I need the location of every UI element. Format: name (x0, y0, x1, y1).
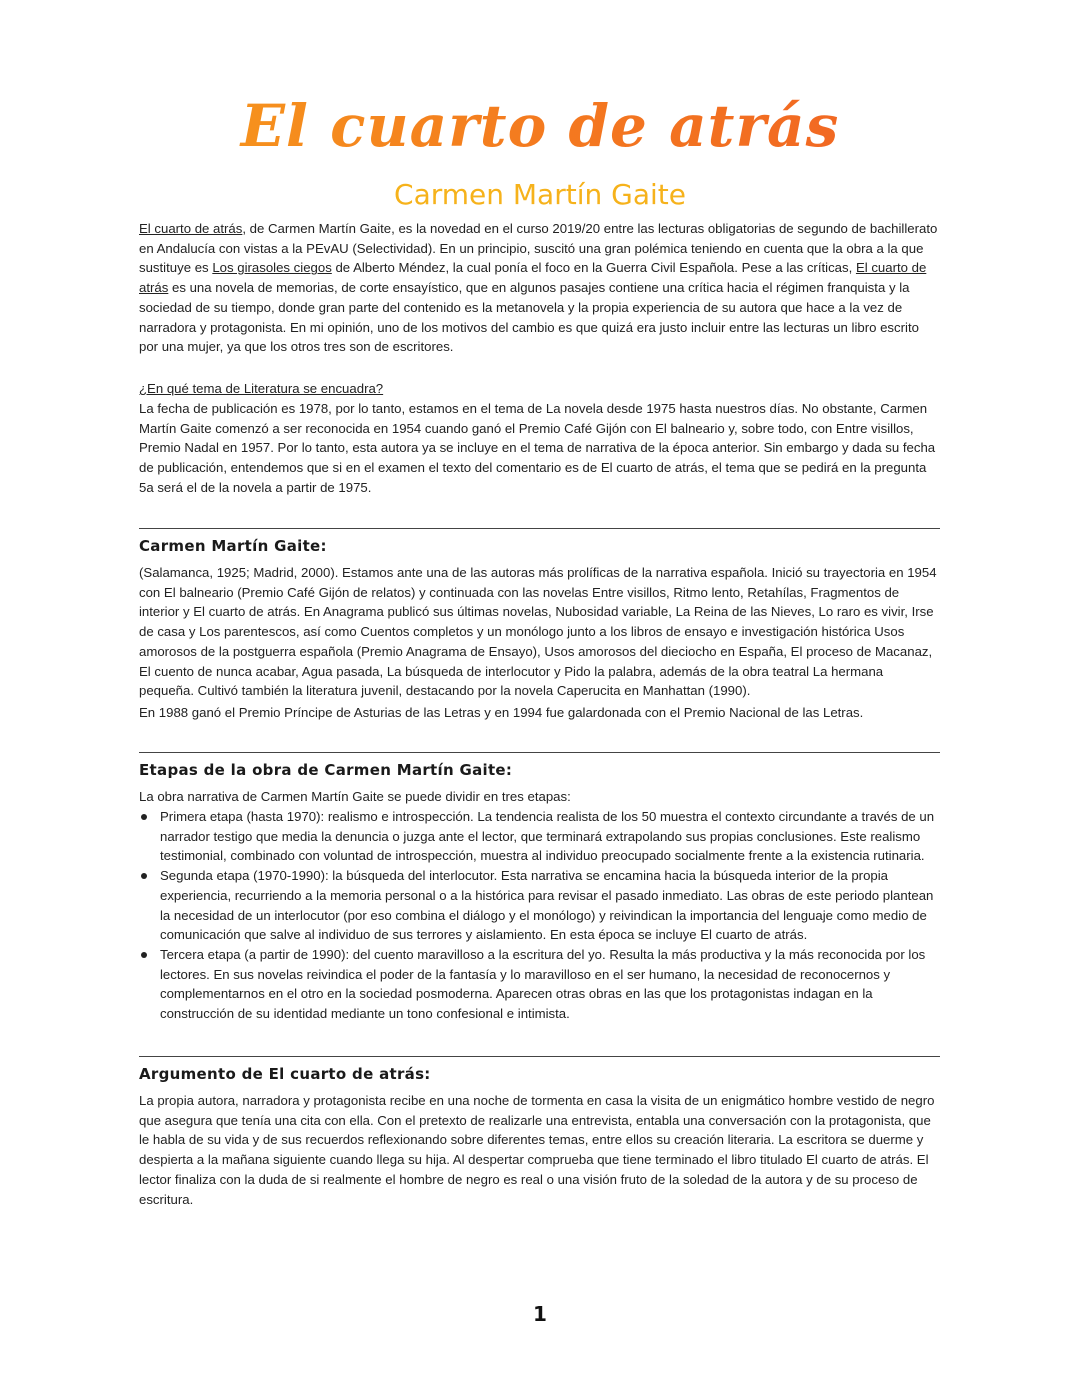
stage-text: Segunda etapa (1970-1990): la búsqueda del interlocutor. Esta narrativa se encamina hacia la búsqueda interior de la propia experiencia, recurriendo a la memoria personal o a la histórica para revisar el pasado inmediato. Las obras de este periodo plantean la necesidad de un interlocutor (por eso combina el diálogo y el monólogo) y reivindican la importancia del lenguaje como medio de comunicación que salve al individuo de sus terrores y aislamiento. En esta época se incluye El cuarto de atrás. (160, 868, 934, 943)
stages-intro: La obra narrativa de Carmen Martín Gaite se puede dividir en tres etapas: (139, 789, 571, 804)
list-item (139, 807, 939, 866)
plot-paragraph: La propia autora, narradora y protagonista recibe en una noche de tormenta en casa la visita de un enigmático hombre vestido de negro que asegura que tenía una cita con ella. Con el pretexto de realizarle una entrevista, entabla una conversación con la protagonista, que le habla de su vida y de sus recuerdos reflexionando sobre diferentes temas, entre ellos su creación literaria. La escritora se duerme y despierta a la mañana siguiente cuando llega su hija. Al despertar comprueba que tiene terminado el libro titulado El cuarto de atrás. El lector finaliza con la duda de si realmente el hombre de negro es real o una visión fruto de la soledad de la autora y de su proceso de escritura. (139, 1093, 935, 1207)
author-heading: Carmen Martín Gaite: (139, 537, 327, 555)
bullet-icon (141, 814, 147, 820)
section-divider (139, 528, 940, 529)
section-divider (139, 1056, 940, 1057)
bullet-icon (141, 873, 147, 879)
intro-paragraph (139, 219, 939, 357)
stage-text: Primera etapa (hasta 1970): realismo e introspección. La tendencia realista de los 50 muestra el contexto circundante a través de un narrador testigo que media la denuncia o juzga ante el lector, que terminará extrapolando sus propias conclusiones. Este realismo testimonial, combinado con voluntad de introspección, muestra al individuo preocupado socialmente frente a la existencia rutinaria. (160, 809, 935, 864)
author-paragraph: (Salamanca, 1925; Madrid, 2000). Estamos ante una de las autoras más prolíficas de la narrativa española. Inició su trayectoria en 1954 con El balneario (Premio Café Gijón de relatos) y continuada con las novelas Entre visillos, Ritmo lento, Retahílas, Fragmentos de interior y El cuarto de atrás. En Anagrama publicó sus últimas novelas, Nubosidad variable, La Reina de las Nieves, Lo raro es vivir, Irse de casa y Los parentescos, así como Cuentos completos y un monólogo junto a los libros de ensayo e investigación histórica Usos amorosos de la postguerra española (Premio Anagrama de Ensayo), Usos amorosos del dieciocho en España, El proceso de Macanaz, El cuento de nunca acabar, Agua pasada, La búsqueda de interlocutor y Pido la palabra, además de la obra teatral La hermana pequeña. Cultivó también la literatura juvenil, destacando por la novela Caperucita en Manhattan (1990). (139, 565, 937, 699)
author-award: En 1988 ganó el Premio Príncipe de Asturias de las Letras y en 1994 fue galardonada con el Premio Nacional de las Letras. (139, 705, 864, 720)
intro-text-3: es una novela de memorias, de corte ensayístico, que en algunos pasajes contiene una crítica hacia el régimen franquista y la sociedad de su tiempo, donde gran parte del contenido es la metanovela y la propia experiencia de su autora que hace a la vez de narradora y protagonista. En mi opinión, uno de los motivos del cambio es que quizá era justo incluir entre las lecturas un libro escrito por una mujer, ya que los otros tres son de escritores. (139, 280, 919, 355)
stages-heading: Etapas de la obra de Carmen Martín Gaite: (139, 761, 513, 779)
intro-book-title-3: El cuarto de atrás (139, 260, 927, 296)
document-title: El cuarto de atrás (0, 92, 1080, 160)
intro-book-title-2: Los girasoles ciegos (212, 260, 332, 276)
list-item (139, 866, 939, 945)
stage-text: Tercera etapa (a partir de 1990): del cuento maravilloso a la escritura del yo. Resulta la más productiva y la más reconocida por los lectores. En sus novelas reivindica el poder de la fantasía y lo maravilloso en el ser humano, la necesidad de reconocernos y complementarnos en el otro en la sociedad posmoderna. Aparecen otras obras en las que los protagonistas indagan en la construcción de su identidad mediante un tono confesional e intimista. (160, 946, 926, 1022)
page-number: 1 (533, 1302, 547, 1326)
intro-text-1: , de Carmen Martín Gaite, es la novedad en el curso 2019/20 entre las lecturas obligatorias de segundo de bachillerato en Andalucía con vistas a la PEvAU (Selectividad). En un principio, suscitó una gran polémica teniendo en cuenta que la obra a la que sustituye es (139, 221, 938, 276)
intro-book-title-1: El cuarto de atrás (139, 221, 243, 236)
bullet-icon (141, 952, 147, 958)
list-item (139, 945, 939, 1024)
intro-text-2: de Alberto Méndez, la cual ponía el foco en la Guerra Civil Española. Pese a las críticas, (331, 260, 856, 276)
stages-list (139, 807, 939, 1024)
plot-heading: Argumento de El cuarto de atrás: (139, 1065, 431, 1083)
theme-paragraph: La fecha de publicación es 1978, por lo tanto, estamos en el tema de La novela desde 1975 hasta nuestros días. No obstante, Carmen Martín Gaite comenzó a ser reconocida en 1954 cuando ganó el Premio Café Gijón con El balneario y, sobre todo, con Entre visillos, Premio Nadal en 1957. Por lo tanto, esta autora ya se incluye en el tema de narrativa de la época anterior. Sin embargo y dada su fecha de publicación, entendemos que si en el examen el texto del comentario es de El cuarto de atrás, el tema que se pedirá en la pregunta 5a será el de la novela a partir de 1975. (139, 401, 936, 495)
theme-question: ¿En qué tema de Literatura se encuadra? (139, 381, 384, 396)
document-subtitle: Carmen Martín Gaite (394, 178, 686, 211)
section-divider (139, 752, 940, 753)
